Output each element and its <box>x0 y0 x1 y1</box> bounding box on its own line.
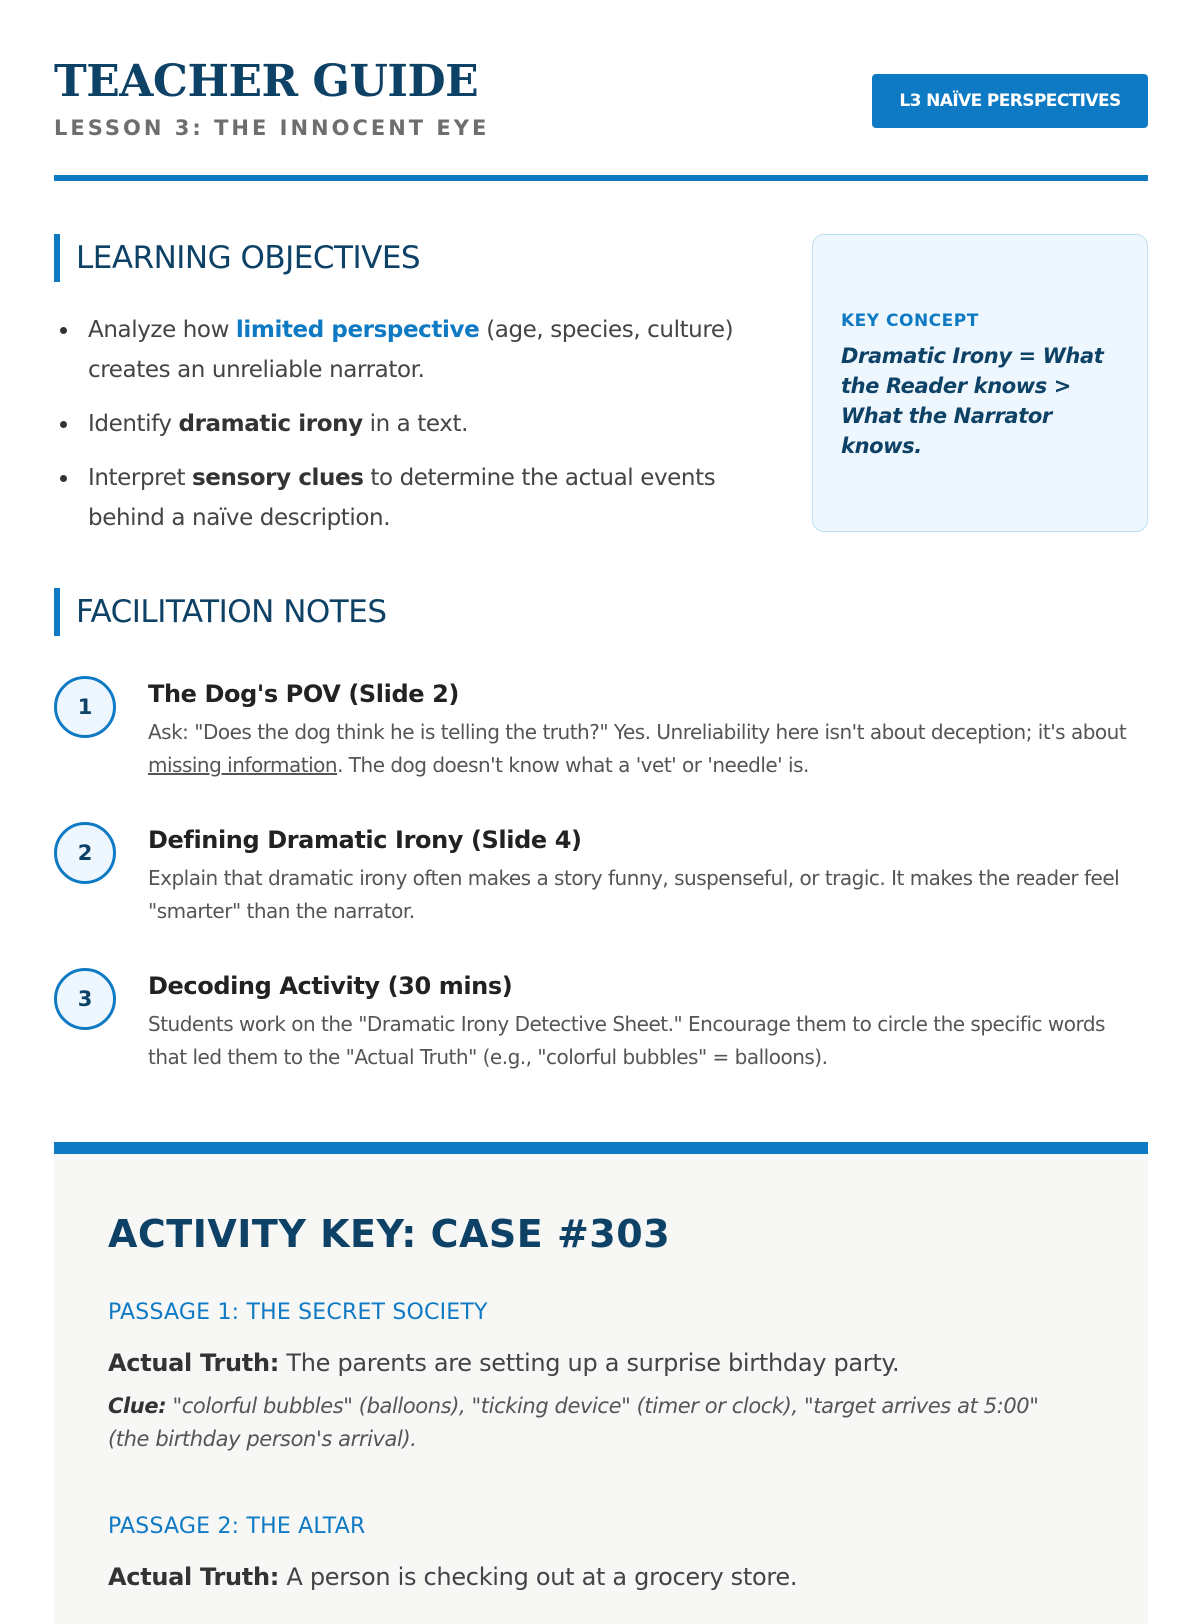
lesson-badge: L3 NAÏVE PERSPECTIVES <box>872 74 1148 128</box>
step-number-badge: 1 <box>54 676 116 738</box>
facilitation-heading: FACILITATION NOTES <box>54 588 387 636</box>
page-title: TEACHER GUIDE <box>54 56 479 107</box>
note-title: Defining Dramatic Irony (Slide 4) <box>148 826 582 854</box>
list-item: Identify dramatic irony in a text. <box>54 404 774 444</box>
note-title: The Dog's POV (Slide 2) <box>148 680 459 708</box>
list-item: Analyze how limited perspective (age, species, culture) creates an unreliable narrator. <box>54 310 774 390</box>
note-body: Ask: "Does the dog think he is telling the truth?" Yes. Unreliability here isn't about deception; it's about missing information. The dog doesn't know what a 'vet' or 'needle' is. <box>148 720 1127 777</box>
note-body: Explain that dramatic irony often makes a story funny, suspenseful, or tragic. It makes the reader feel "smarter" than the narrator. <box>148 866 1120 923</box>
note-body: Students work on the "Dramatic Irony Detective Sheet." Encourage them to circle the specific words that led them to the "Actual Truth" (e.g., "colorful bubbles" = balloons). <box>148 1012 1105 1069</box>
clue-text: Clue: "colorful bubbles" (balloons), "ticking device" (timer or clock), "target arrives at 5:00" (the birthday person's arrival). <box>108 1394 1039 1451</box>
underlined-term: missing information <box>148 753 338 777</box>
bullet-icon <box>60 327 67 334</box>
lesson-subtitle: LESSON 3: THE INNOCENT EYE <box>54 116 490 140</box>
key-concept-label: KEY CONCEPT <box>841 311 979 331</box>
key-concept-text: Dramatic Irony = What the Reader knows > What the Narrator knows. <box>841 344 1104 458</box>
header-divider <box>54 175 1148 181</box>
objectives-list <box>54 310 774 552</box>
highlight-term: dramatic irony <box>178 411 363 437</box>
actual-truth: Actual Truth: The parents are setting up a surprise birthday party. <box>108 1349 900 1377</box>
highlight-term: sensory clues <box>192 465 364 491</box>
note-title: Decoding Activity (30 mins) <box>148 972 513 1000</box>
highlight-term: limited perspective <box>235 317 480 343</box>
step-number-badge: 3 <box>54 968 116 1030</box>
bullet-icon <box>60 421 67 428</box>
passage-heading: PASSAGE 1: THE SECRET SOCIETY <box>108 1300 488 1325</box>
page-header <box>54 52 1148 182</box>
list-item: Interpret sensory clues to determine the actual events behind a naïve description. <box>54 458 774 538</box>
objectives-heading: LEARNING OBJECTIVES <box>54 234 420 282</box>
passage-heading: PASSAGE 2: THE ALTAR <box>108 1514 366 1539</box>
activity-title: ACTIVITY KEY: CASE #303 <box>108 1212 671 1256</box>
key-concept-card <box>812 234 1148 532</box>
step-number-badge: 2 <box>54 822 116 884</box>
activity-key-panel <box>54 1142 1148 1624</box>
actual-truth: Actual Truth: A person is checking out at a grocery store. <box>108 1563 798 1591</box>
bullet-icon <box>60 475 67 482</box>
